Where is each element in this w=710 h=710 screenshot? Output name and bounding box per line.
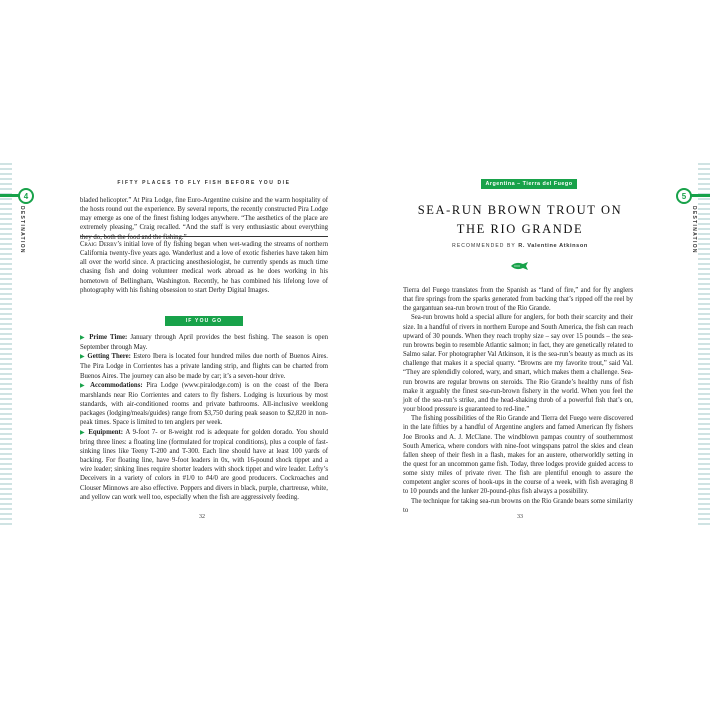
paragraph-text: The technique for taking sea-run browns on the Rio Grande bears some similarity to bbox=[403, 497, 633, 514]
info-equipment: ▶ Equipment: A 9-foot 7- or 8-weight rod is adequate for golden dorado. You should bring three lines: a floating line (formulated for tropical conditions), plus a couple of fast-sinking lines like Teeny T-200 and T-300. Each line should have at least 100 yards of backing. For floating line, have 9-foot leaders in 0x, with 16-pound shock tippet and a wire leader; sinking lines require shorter leaders with shock tippet and wire leader. Lefty’s Deceivers in a variety of colors in #1/0 to #4/0 are good producers. Cockroaches and Clouser Minnows are also effective. Poppers and divers in black, purple, chartreuse, white, and yellow can work well too, especially when the fish are aggressively feeding. bbox=[80, 428, 328, 501]
right-page-number: 33 bbox=[517, 514, 523, 520]
author-name: R. Valentine Atkinson bbox=[518, 243, 588, 249]
author-bio bbox=[80, 240, 328, 295]
bullet-triangle-icon: ▶ bbox=[80, 335, 87, 341]
byline bbox=[416, 243, 624, 249]
right-body-text bbox=[403, 286, 633, 515]
left-page-edge bbox=[0, 163, 12, 528]
paragraph-text: bladed helicopter.” At Pira Lodge, fine Euro-Argentine cuisine and the warm hospitality of the hosts round out the experience. By several reports, the recently constructed Pira Lodge may emerge as one of the finest fishing lodges anywhere. “The aesthetics of the place are extremely pleasing,” Craig recalled. “And the staff is very enthusiastic about everything they do, both the food and the fishing.” bbox=[80, 197, 328, 241]
bio-text: ’s initial love of fly fishing began when wet-wading the streams of northern California twenty-five years ago. Wanderlust and a love of exotic fisheries have taken him all over the world since. A practicing anesthesiologist, he currently spends as much time chasing fish and doing volunteer medical work abroad as he does working in his hometown of Bellingham, Washington. Recently, he has combined his lifelong love of photography with his fishing obsession to start Derby Digital Images. bbox=[80, 241, 328, 294]
bullet-triangle-icon: ▶ bbox=[80, 354, 86, 361]
bullet-triangle-icon: ▶ bbox=[80, 429, 86, 436]
left-running-head: FIFTY PLACES TO FLY FISH BEFORE YOU DIE bbox=[117, 180, 291, 186]
info-getting-there: ▶ Getting There: Estero Ibera is located four hundred miles due north of Buenos Aires. The Pira Lodge in Corrientes has a private landing strip, and flights can be charted from Buenos Aires. The journey can also be made by car; it’s a seven-hour drive. bbox=[80, 353, 328, 380]
if-you-go-badge: IF YOU GO bbox=[165, 316, 243, 326]
info-prime-time: ▶ Prime Time: January through April provides the best fishing. The season is open September through May. bbox=[80, 334, 328, 352]
right-chapter-tab: 5 bbox=[676, 188, 692, 204]
travel-info bbox=[80, 333, 328, 502]
info-accommodations: ▶ Accommodations: Pira Lodge (www.piralodge.com) is on the coast of the Ibera marshlands near Rio Corrientes and caters to fly fishers. Lodging is luxurious by most standards, with air-conditioned rooms and private bathrooms. All-inclusive weeklong packages (lodging/meals/guides) range from $3,750 during peak season to $2,820 in non-peak times. Space is limited to ten anglers per week. bbox=[80, 381, 328, 427]
paragraph-text: The fishing possibilities of the Rio Grande and Tierra del Fuego were discovered in the late fifties by a handful of Argentine anglers and famed American fly fishers Joe Brooks and A. J. McClane. The windblown pampas country of southernmost South America, where condors with nine-foot wingspans patrol the skies and clean fallen sheep of their flesh in a flash, makes for an austere, otherworldly setting in the quest for an uncommon game fish. Today, three lodges provide guided access to some sixty miles of private river. The fish are plentiful enough to assure the competent angler scores of hook-ups in the course of a week, with fish averaging 8 to 10 pounds and the lunker 20-pound-plus fish always a possibility. bbox=[403, 415, 633, 496]
paragraph-text: Tierra del Fuego translates from the Spanish as “land of fire,” and for fly anglers that fire springs from the sparks generated from backing that’s ripped off the reel by the gargantuan sea-run brown trout of the Rio Grande. bbox=[403, 287, 633, 313]
left-side-label: DESTINATION bbox=[19, 206, 25, 254]
right-side-label: DESTINATION bbox=[691, 206, 697, 254]
fish-ornament-icon bbox=[510, 261, 530, 271]
right-page-edge bbox=[698, 163, 710, 528]
bullet-triangle-icon: ▶ bbox=[80, 382, 87, 389]
left-page-number: 32 bbox=[199, 514, 205, 520]
bio-author-name: Craig Derby bbox=[80, 241, 118, 248]
location-badge: Argentina – Tierra del Fuego bbox=[481, 179, 577, 189]
chapter-title-line2: THE RIO GRANDE bbox=[456, 222, 584, 236]
bio-divider bbox=[80, 236, 328, 237]
chapter-title-line1: SEA-RUN BROWN TROUT ON bbox=[417, 203, 623, 217]
paragraph-text: Sea-run browns hold a special allure for anglers, for both their scarcity and their size. In a handful of rivers in northern Europe and South America, the fish can reach upward of 30 pounds. When they reach trophy size – say over 15 pounds – the sea-run browns begin to resemble Atlantic salmon; in fact, they are genetically related to Salmo salar. For photographer Val Atkinson, it is the sea-run’s beauty as much as its challenge that makes it a special quarry. “Browns are my favorite trout,” said Val. “They are splendidly colored, wary, and smart, which makes them a challenge. Sea-run browns are regular browns on steroids. The Rio Grande’s healthy runs of fish make it arguably the finest sea-run-brown fishery in the world. When you feel the jolt of the sea-run’s strike, and the head-shaking throb of a powerful fish that’s on, your blood pressure is guaranteed to red-line.” bbox=[403, 314, 633, 414]
left-paragraph-1 bbox=[80, 196, 328, 242]
left-chapter-tab: 4 bbox=[18, 188, 34, 204]
recommended-by-label: RECOMMENDED BY bbox=[452, 243, 516, 249]
